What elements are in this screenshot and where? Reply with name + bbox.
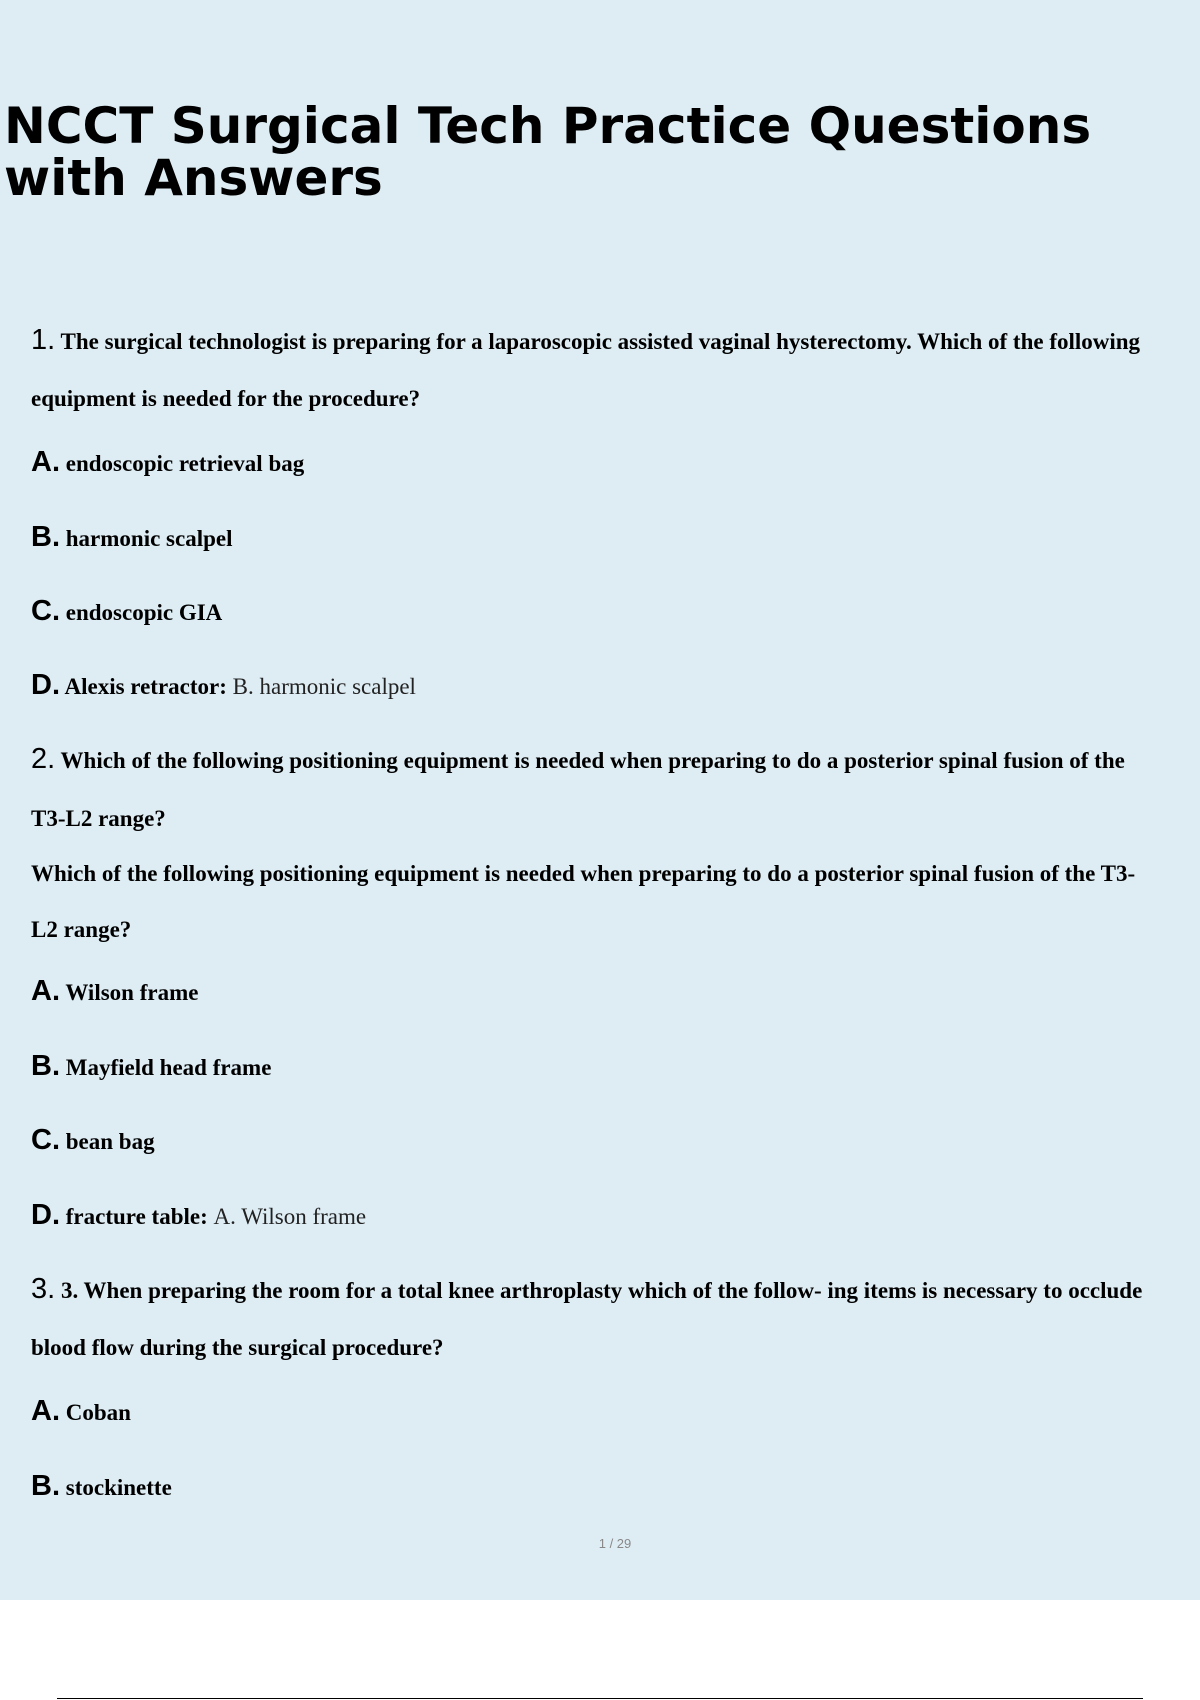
- option-text: fracture table:: [65, 1204, 208, 1229]
- question-1-text-line-1: The surgical technologist is preparing for a laparoscopic assisted vaginal hysterectomy. Which of the following: [60, 329, 1141, 354]
- question-1-option-a: [31, 442, 304, 484]
- question-3-option-b: [31, 1466, 172, 1508]
- question-2-text-line-4: L2 range?: [31, 917, 132, 942]
- question-1-text-line-2: equipment is needed for the procedure?: [31, 386, 421, 411]
- question-2-text-line-2: T3-L2 range?: [31, 806, 166, 831]
- option-letter: A.: [31, 446, 60, 478]
- question-3-line-2: [31, 1319, 1200, 1376]
- option-letter: C.: [31, 1124, 60, 1156]
- option-text: stockinette: [65, 1475, 172, 1500]
- question-2-line-3: [31, 845, 1200, 902]
- question-3-option-a: [31, 1391, 131, 1433]
- option-text: endoscopic GIA: [65, 600, 223, 625]
- question-1-option-c: [31, 591, 222, 633]
- question-2-text-line-1: Which of the following positioning equipment is needed when preparing to do a posterior spinal fusion of the: [60, 748, 1125, 773]
- question-1-number: 1.: [31, 324, 56, 356]
- option-text: Alexis retractor:: [64, 674, 227, 699]
- option-text: Mayfield head frame: [65, 1055, 272, 1080]
- option-letter: B.: [31, 521, 60, 553]
- option-text: harmonic scalpel: [65, 526, 233, 551]
- question-1-answer: B. harmonic scalpel: [232, 674, 416, 699]
- question-2-line-4: [31, 901, 1200, 958]
- option-letter: C.: [31, 595, 60, 627]
- question-2-answer: A. Wilson frame: [213, 1204, 367, 1229]
- question-2-option-b: [31, 1046, 271, 1088]
- question-3-number: 3.: [31, 1273, 56, 1305]
- option-text: endoscopic retrieval bag: [65, 451, 305, 476]
- question-2-number: 2.: [31, 743, 56, 775]
- document-title: NCCT Surgical Tech Practice Questions with Answers: [4, 97, 1092, 207]
- option-text: bean bag: [65, 1129, 155, 1154]
- question-2-option-a: [31, 971, 198, 1013]
- option-letter: B.: [31, 1050, 60, 1082]
- option-letter: A.: [31, 1395, 60, 1427]
- question-1-line-1: [31, 312, 1200, 370]
- question-1-option-d: [31, 665, 416, 707]
- question-2-line-2: [31, 790, 1200, 847]
- question-2-text-line-3: Which of the following positioning equipment is needed when preparing to do a posterior spinal fusion of the T3-: [31, 861, 1136, 886]
- question-3-text-line-2: blood flow during the surgical procedure?: [31, 1335, 444, 1360]
- option-text: Wilson frame: [65, 980, 199, 1005]
- question-3-line-1: [31, 1261, 1200, 1319]
- page-divider: [57, 1698, 1143, 1699]
- question-2-line-1: [31, 731, 1200, 789]
- option-letter: B.: [31, 1470, 60, 1502]
- option-letter: D.: [31, 1199, 60, 1231]
- question-2-option-d: [31, 1195, 366, 1237]
- option-letter: D.: [31, 669, 60, 701]
- question-1-line-2: [31, 370, 1200, 427]
- question-3-text-line-1: 3. When preparing the room for a total knee arthroplasty which of the follow- ing items is necessary to occlude: [60, 1278, 1143, 1303]
- option-text: Coban: [65, 1400, 131, 1425]
- page-number: 1 / 29: [598, 1536, 632, 1551]
- question-2-option-c: [31, 1120, 155, 1162]
- option-letter: A.: [31, 975, 60, 1007]
- question-1-option-b: [31, 517, 233, 559]
